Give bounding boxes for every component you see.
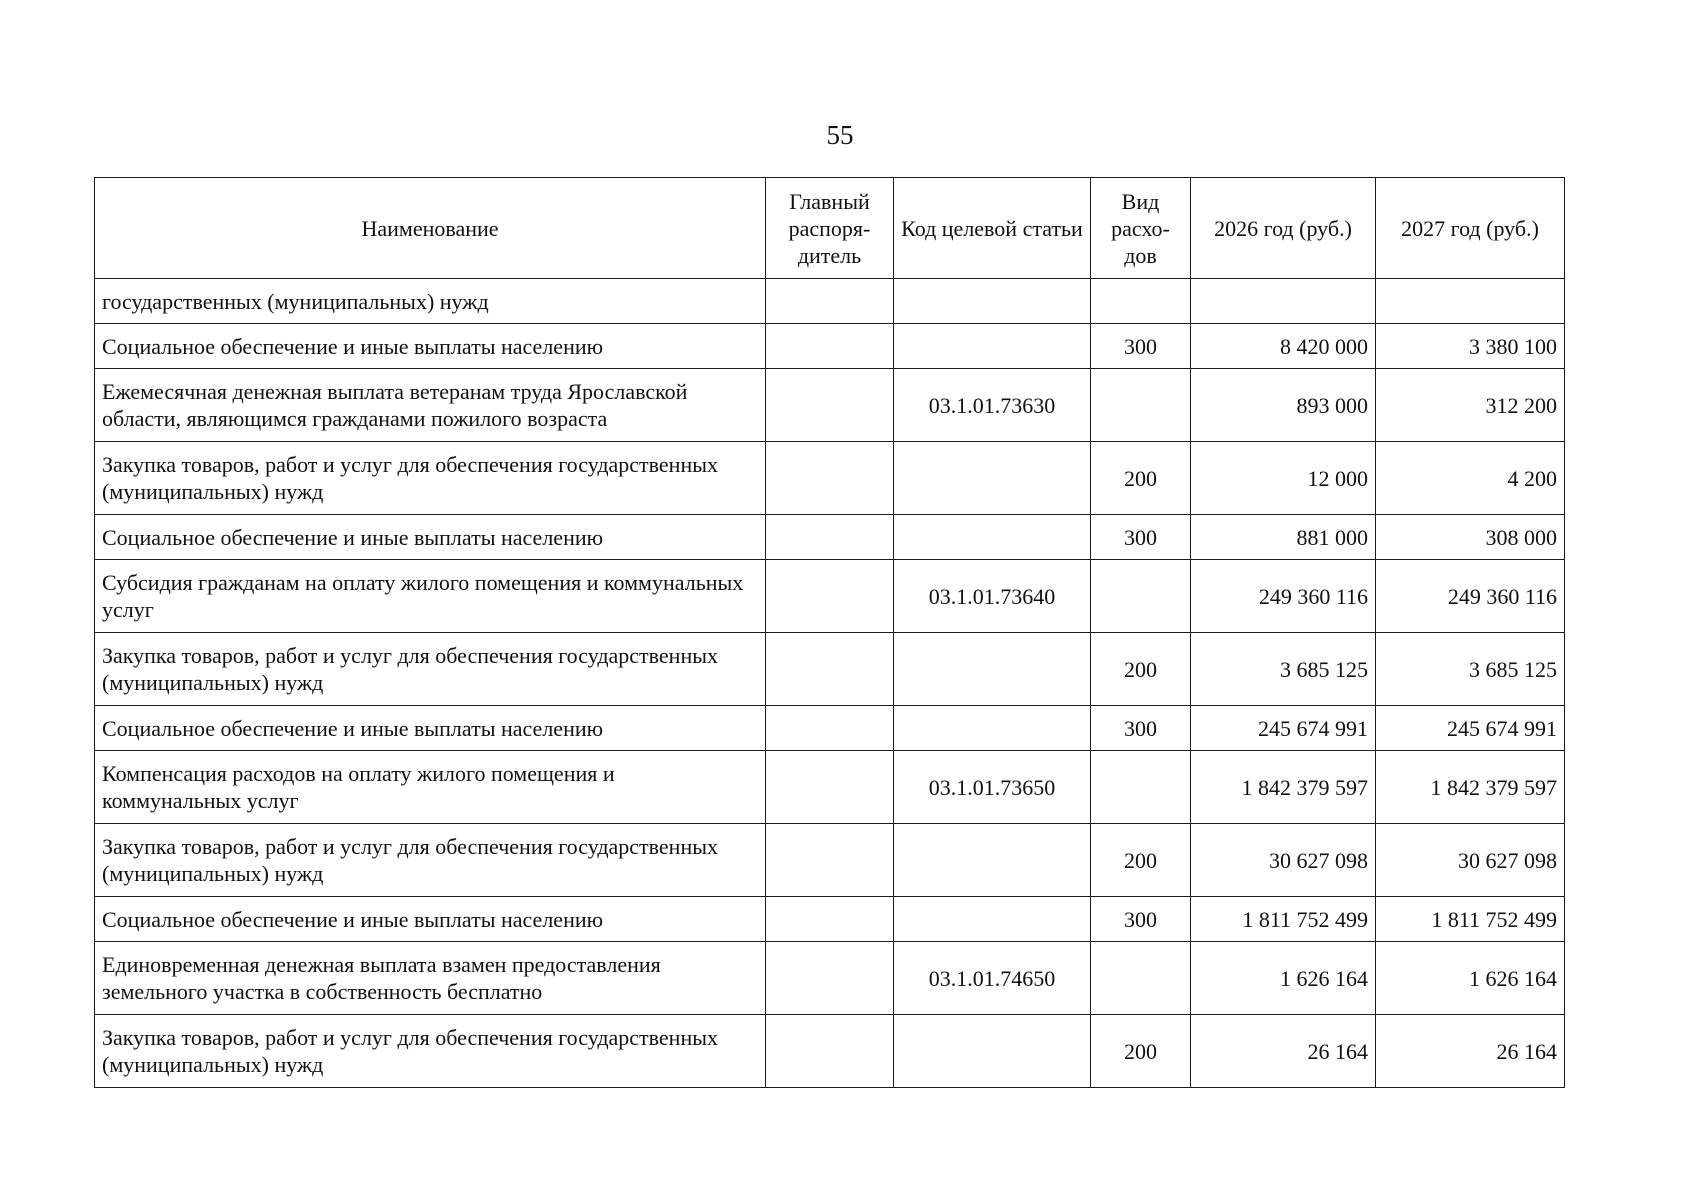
cell-2027: 308 000 [1376,515,1565,560]
cell-manager [766,897,894,942]
cell-2027: 30 627 098 [1376,824,1565,897]
cell-2027: 4 200 [1376,442,1565,515]
cell-expense-type: 300 [1091,515,1191,560]
cell-2027: 3 685 125 [1376,633,1565,706]
page-number: 55 [826,120,854,150]
cell-2027: 245 674 991 [1376,706,1565,751]
cell-expense-type [1091,369,1191,442]
cell-2026: 249 360 116 [1191,560,1376,633]
cell-name: Компенсация расходов на оплату жилого помещения и коммунальных услуг [95,751,766,824]
cell-2027: 1 842 379 597 [1376,751,1565,824]
cell-name: Социальное обеспечение и иные выплаты населению [95,324,766,369]
table-row [95,369,1565,442]
cell-name: Закупка товаров, работ и услуг для обеспечения государственных (муниципальных) нужд [95,824,766,897]
header-manager: Главный распоря-дитель [766,178,894,279]
cell-name: Социальное обеспечение и иные выплаты населению [95,897,766,942]
cell-code [894,324,1091,369]
cell-manager [766,824,894,897]
cell-expense-type: 200 [1091,1015,1191,1088]
cell-2026: 30 627 098 [1191,824,1376,897]
cell-name: государственных (муниципальных) нужд [95,279,766,324]
header-name: Наименование [95,178,766,279]
table-row [95,515,1565,560]
cell-manager [766,942,894,1015]
cell-code [894,442,1091,515]
cell-code [894,279,1091,324]
cell-code: 03.1.01.73640 [894,560,1091,633]
header-2026: 2026 год (руб.) [1191,178,1376,279]
cell-name: Социальное обеспечение и иные выплаты населению [95,515,766,560]
cell-name: Закупка товаров, работ и услуг для обеспечения государственных (муниципальных) нужд [95,633,766,706]
cell-2026 [1191,279,1376,324]
cell-manager [766,1015,894,1088]
cell-2026: 3 685 125 [1191,633,1376,706]
table-row [95,633,1565,706]
cell-manager [766,751,894,824]
cell-code [894,1015,1091,1088]
cell-manager [766,442,894,515]
cell-code [894,824,1091,897]
cell-2027: 1 626 164 [1376,942,1565,1015]
header-2027: 2027 год (руб.) [1376,178,1565,279]
cell-code: 03.1.01.74650 [894,942,1091,1015]
cell-2026: 1 842 379 597 [1191,751,1376,824]
cell-name: Единовременная денежная выплата взамен предоставления земельного участка в собственность бесплатно [95,942,766,1015]
cell-expense-type [1091,279,1191,324]
cell-code [894,515,1091,560]
cell-manager [766,633,894,706]
budget-table [94,177,1565,1088]
cell-2027: 312 200 [1376,369,1565,442]
cell-2026: 1 811 752 499 [1191,897,1376,942]
table-row [95,751,1565,824]
cell-2026: 881 000 [1191,515,1376,560]
cell-manager [766,369,894,442]
cell-expense-type: 200 [1091,824,1191,897]
cell-2027: 3 380 100 [1376,324,1565,369]
table-row [95,706,1565,751]
cell-name: Социальное обеспечение и иные выплаты населению [95,706,766,751]
cell-2026: 245 674 991 [1191,706,1376,751]
cell-2027: 1 811 752 499 [1376,897,1565,942]
cell-expense-type [1091,942,1191,1015]
header-code: Код целевой статьи [894,178,1091,279]
table-row [95,324,1565,369]
table-row [95,897,1565,942]
header-expense-type: Вид расхо-дов [1091,178,1191,279]
cell-name: Закупка товаров, работ и услуг для обеспечения государственных (муниципальных) нужд [95,1015,766,1088]
table-row [95,942,1565,1015]
cell-name: Ежемесячная денежная выплата ветеранам труда Ярославской области, являющимся гражданами пожилого возраста [95,369,766,442]
cell-expense-type: 300 [1091,706,1191,751]
cell-expense-type: 200 [1091,442,1191,515]
cell-2027: 26 164 [1376,1015,1565,1088]
cell-2026: 26 164 [1191,1015,1376,1088]
table-row [95,279,1565,324]
cell-2027 [1376,279,1565,324]
cell-expense-type: 300 [1091,897,1191,942]
cell-code [894,706,1091,751]
cell-code: 03.1.01.73630 [894,369,1091,442]
cell-code [894,633,1091,706]
table-header-row [95,178,1565,279]
cell-name: Закупка товаров, работ и услуг для обеспечения государственных (муниципальных) нужд [95,442,766,515]
cell-manager [766,279,894,324]
cell-code: 03.1.01.73650 [894,751,1091,824]
cell-name: Субсидия гражданам на оплату жилого помещения и коммунальных услуг [95,560,766,633]
cell-2026: 8 420 000 [1191,324,1376,369]
table-row [95,1015,1565,1088]
cell-manager [766,515,894,560]
table-row [95,442,1565,515]
cell-2027: 249 360 116 [1376,560,1565,633]
cell-2026: 1 626 164 [1191,942,1376,1015]
cell-2026: 893 000 [1191,369,1376,442]
cell-manager [766,706,894,751]
cell-code [894,897,1091,942]
cell-2026: 12 000 [1191,442,1376,515]
cell-manager [766,324,894,369]
cell-expense-type: 300 [1091,324,1191,369]
cell-expense-type [1091,560,1191,633]
cell-manager [766,560,894,633]
cell-expense-type [1091,751,1191,824]
table-row [95,560,1565,633]
table-row [95,824,1565,897]
cell-expense-type: 200 [1091,633,1191,706]
